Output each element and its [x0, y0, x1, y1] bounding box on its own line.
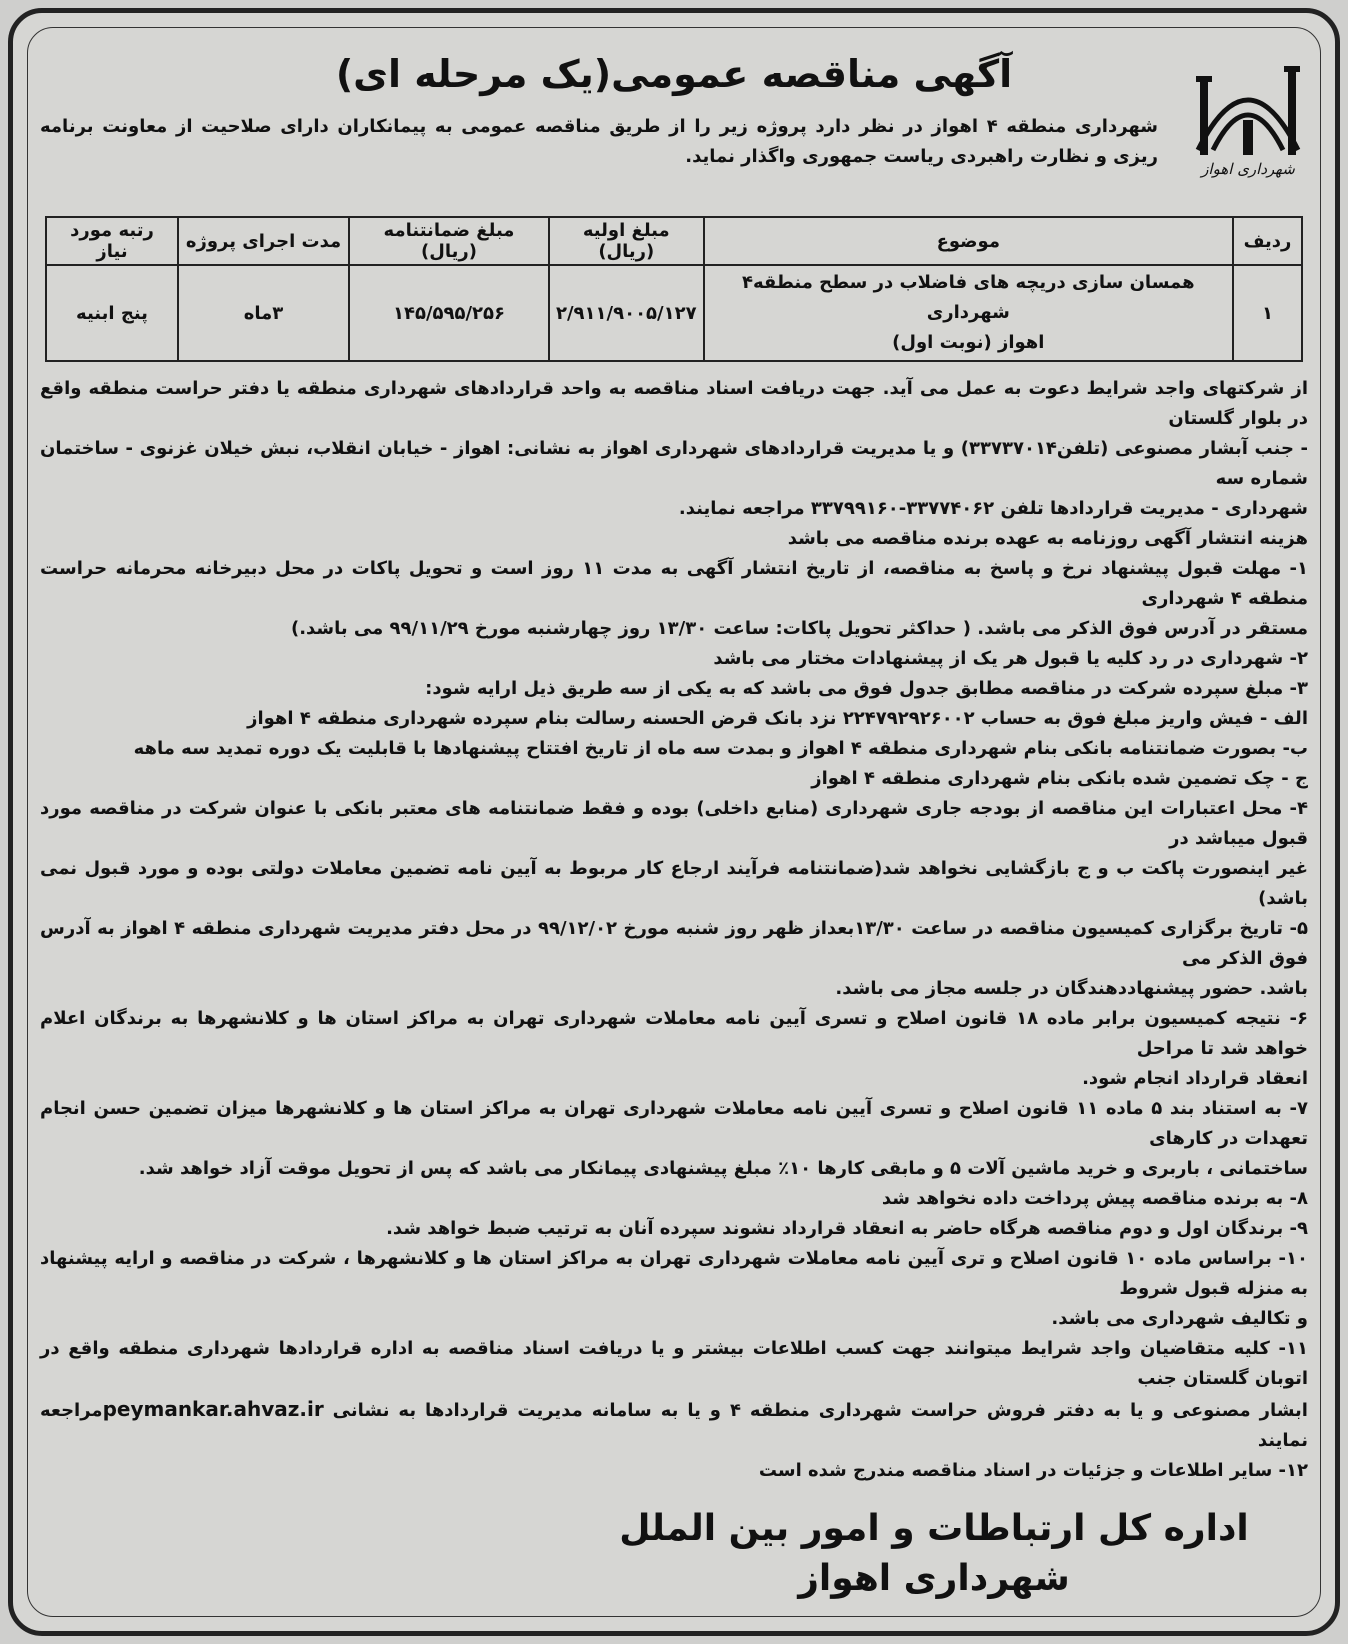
header-row-number: ردیف [1233, 217, 1302, 265]
cell-grade: پنج ابنیه [46, 265, 178, 361]
intro-line: شهرداری منطقه ۴ اهواز در نظر دارد پروژه زیر را از طریق مناقصه عمومی به پیمانکاران دارای صلاحیت از معاونت برنامه ریزی و نظارت [40, 116, 1158, 167]
intro-line: راهبردی ریاست جمهوری واگذار نماید. [685, 146, 1024, 167]
body-line: هزینه انتشار آگهی روزنامه به عهده برنده مناقصه می باشد [787, 528, 1308, 549]
website-link[interactable]: peymankar.ahvaz.ir [102, 1397, 324, 1421]
header-guarantee-amount: مبلغ ضمانتنامه (ریال) [349, 217, 549, 265]
issuer-signature: اداره کل ارتباطات و امور بین الملل شهرداری اهواز [619, 1508, 1249, 1599]
body-line: مستقر در آدرس فوق الذکر می باشد. ( حداکثر تحویل پاکات: ساعت ۱۳/۳۰ روز چهارشنبه مورخ ۹۹/۱۱/۲۹ می باشد.) [290, 618, 1308, 639]
body-line: ج - چک تضمین شده بانکی بنام شهرداری منطقه ۴ اهواز [811, 768, 1308, 789]
body-line: ۸- به برنده مناقصه پیش پرداخت داده نخواهد شد [881, 1188, 1308, 1209]
line-text: مراجعه نمایند [40, 1400, 1308, 1451]
ahvaz-municipality-logo-icon [1188, 40, 1308, 160]
body-line: از شرکتهای واجد شرایط دعوت به عمل می آید. جهت دریافت اسناد مناقصه به واحد قراردادهای شهرداری منطقه یا دفتر حراست منطقه واقع در بلوار گلستان [40, 378, 1308, 429]
cell-subject [704, 265, 1233, 361]
notice-body [40, 374, 1308, 1486]
cell-duration: ۳ماه [178, 265, 349, 361]
subject-line: اهواز (نوبت اول) [892, 332, 1045, 353]
body-line: ۳- مبلغ سپرده شرکت در مناقصه مطابق جدول فوق می باشد که به یکی از سه طریق ذیل ارایه شود: [425, 678, 1308, 699]
header-duration: مدت اجرای پروژه [178, 217, 349, 265]
body-line: و تکالیف شهرداری می باشد. [1051, 1308, 1308, 1329]
body-line: ب- بصورت ضمانتنامه بانکی بنام شهرداری منطقه ۴ اهواز و بمدت سه ماه از تاریخ افتتاح پیشنهادها با قابلیت یک دوره تمدید سه ماهه [133, 738, 1308, 759]
body-line: ۶- نتیجه کمیسیون برابر ماده ۱۸ قانون اصلاح و تسری آیین نامه معاملات شهرداری تهران به مراکز استان ها و کلانشهرها به برندگان اعلام خواهد شد تا مراحل [40, 1008, 1308, 1059]
body-line: ۴- محل اعتبارات این مناقصه از بودجه جاری شهرداری (منابع داخلی) بوده و فقط ضمانتنامه های معتبر بانکی با عنوان شرکت در مناقصه مورد قبول میباشد در [40, 798, 1308, 849]
body-line: ۹- برندگان اول و دوم مناقصه هرگاه حاضر به انعقاد قرارداد نشوند سپرده آنان به ترتیب ضبط خواهد شد. [386, 1218, 1308, 1239]
body-line: ۷- به استناد بند ۵ ماده ۱۱ قانون اصلاح و تسری آیین نامه معاملات شهرداری تهران به مراکز استان ها و کلانشهرها میزان تضمین حسن انجام تعهدات در کارهای [40, 1098, 1308, 1149]
body-line: شهرداری - مدیریت قراردادها تلفن ۳۳۷۷۴۰۶۲-۳۳۷۹۹۱۶۰ مراجعه نمایند. [678, 498, 1308, 519]
header-initial-amount: مبلغ اولیه (ریال) [549, 217, 704, 265]
body-line: ۱۲- سایر اطلاعات و جزئیات در اسناد مناقصه مندرج شده است [758, 1460, 1308, 1481]
notice-content [40, 40, 1308, 1604]
body-line [40, 1394, 1308, 1456]
body-line: باشد. حضور پیشنهاددهندگان در جلسه مجاز می باشد. [835, 978, 1308, 999]
cell-initial-amount: ۲/۹۱۱/۹۰۰۵/۱۲۷ [549, 265, 704, 361]
body-line: ۲- شهرداری در رد کلیه یا قبول هر یک از پیشنهادات مختار می باشد [713, 648, 1308, 669]
body-line: ۱۱- کلیه متقاضیان واجد شرایط میتوانند جهت کسب اطلاعات بیشتر و یا دریافت اسناد مناقصه به اداره قراردادها شهرداری منطقه واقع در اتوبان گلستان جنب [40, 1338, 1308, 1389]
cell-row-number: ۱ [1233, 265, 1302, 361]
table-header-row [46, 217, 1302, 265]
intro-text [40, 112, 1158, 172]
body-line: - جنب آبشار مصنوعی (تلفن۳۳۷۳۷۰۱۴) و یا مدیریت قراردادهای شهرداری اهواز به نشانی: اهواز - خیابان انقلاب، نبش خیلان غزنوی - ساختمان شماره سه [40, 438, 1308, 489]
logo [1188, 40, 1308, 178]
page-title: آگهی مناقصه عمومی(یک مرحله ای) [335, 52, 1013, 96]
body-line: الف - فیش واریز مبلغ فوق به حساب ۲۲۴۷۹۲۹۲۶۰۰۲ نزد بانک قرض الحسنه رسالت بنام سپرده شهرداری منطقه ۴ اهواز [247, 708, 1308, 729]
tender-table [45, 216, 1303, 362]
body-line: ۵- تاریخ برگزاری کمیسیون مناقصه در ساعت ۱۳/۳۰بعداز ظهر روز شنبه مورخ ۹۹/۱۲/۰۲ در محل دفتر مدیریت شهرداری منطقه ۴ اهواز به آدرس فوق الذکر می [40, 918, 1308, 969]
cell-guarantee-amount: ۱۴۵/۵۹۵/۲۵۶ [349, 265, 549, 361]
body-line: انعقاد قرارداد انجام شود. [1082, 1068, 1308, 1089]
body-line: غیر اینصورت پاکت ب و ج بازگشایی نخواهد شد(ضمانتنامه فرآیند ارجاع کار مربوط به آیین نامه تضمین معاملات دولتی بوده و مورد قبول نمی باشد) [40, 858, 1308, 909]
table-row [46, 265, 1302, 361]
body-line: ۱- مهلت قبول پیشنهاد نرخ و پاسخ به مناقصه، از تاریخ انتشار آگهی به مدت ۱۱ روز است و تحویل پاکات در محل دبیرخانه محرمانه حراست منطقه ۴ شهرداری [40, 558, 1308, 609]
subject-line: همسان سازی دریچه های فاضلاب در سطح منطقه۴ شهرداری [742, 272, 1195, 323]
line-text: ابشار مصنوعی و یا به دفتر فروش حراست شهرداری منطقه ۴ و یا به سامانه مدیریت قراردادها به نشانی [332, 1400, 1308, 1421]
body-line: ساختمانی ، باربری و خرید ماشین آلات ۵ و مابقی کارها ۱۰٪ مبلغ پیشنهادی پیمانکار می باشد که پس از تحویل موقت آزاد خواهد شد. [138, 1158, 1308, 1179]
header-grade: رتبه مورد نیاز [46, 217, 178, 265]
header-subject: موضوع [704, 217, 1233, 265]
body-line: ۱۰- براساس ماده ۱۰ قانون اصلاح و تری آیین نامه معاملات شهرداری تهران به مراکز استان ها و کلانشهرها ، شرکت در مناقصه و ارایه پیشنهاد به منزله قبول شروط [40, 1248, 1308, 1299]
logo-caption: شهرداری اهواز [1201, 160, 1295, 178]
notice-header [40, 40, 1308, 200]
